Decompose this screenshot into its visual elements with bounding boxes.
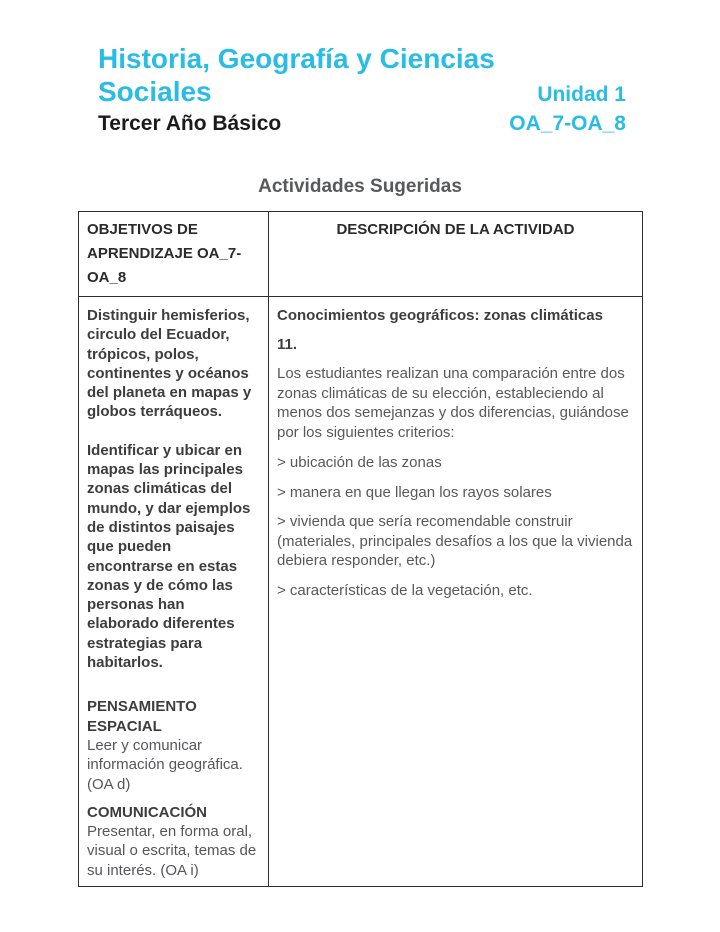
section-heading: Actividades Sugeridas: [258, 176, 462, 197]
objectives-column-header: OBJETIVOS DE APRENDIZAJE OA_7-OA_8: [79, 212, 269, 297]
activity-intro: Los estudiantes realizan una comparación entre dos zonas climáticas de su elección, estableciendo al menos dos semejanzas y dos diferencias, guiándose por los siguientes criterios:: [277, 365, 629, 441]
skill-title: COMUNICACIÓN: [87, 803, 207, 821]
document-title-line-1: Historia, Geografía y Ciencias: [98, 43, 495, 74]
skill-block: [87, 697, 260, 793]
skill-text: Leer y comunicar información geográfica. (OA d): [87, 736, 243, 793]
skill-block: [87, 803, 260, 880]
objective-paragraph: Identificar y ubicar en mapas las principales zonas climáticas del mundo, y dar ejemplos de distintos paisajes que pueden encontrarse en estas zonas y de cómo las personas han elaborado diferentes estrategias para habitarlos.: [87, 441, 251, 672]
header-unit-block: [509, 82, 626, 137]
objective-paragraph: Distinguir hemisferios, circulo del Ecuador, trópicos, polos, continentes y océanos del planeta en mapas y globos terráqueos.: [87, 307, 252, 421]
table-body-row: [79, 297, 643, 887]
objectives-cell: [79, 297, 269, 887]
criteria-item: > ubicación de las zonas: [277, 454, 442, 471]
activity-description-cell: [269, 297, 643, 887]
activity-topic: Conocimientos geográficos: zonas climáticas: [277, 307, 603, 324]
grade-subtitle: Tercer Año Básico: [98, 112, 282, 135]
unit-label: Unidad 1: [537, 83, 626, 106]
skill-title: PENSAMIENTO ESPACIAL: [87, 698, 197, 735]
oa-code: OA_7-OA_8: [509, 112, 626, 135]
description-column-header: DESCRIPCIÓN DE LA ACTIVIDAD: [269, 212, 643, 297]
skill-text: Presentar, en forma oral, visual o escrita, temas de su interés. (OA i): [87, 823, 257, 879]
table-header-row: [79, 212, 643, 297]
document-header: [98, 42, 626, 137]
header-title-block: [98, 42, 495, 137]
criteria-item: > características de la vegetación, etc.: [277, 581, 533, 599]
criteria-item: > vivienda que sería recomendable construir (materiales, principales desafíos a los que la vivienda debiera responder, etc.): [277, 513, 633, 569]
criteria-item: > manera en que llegan los rayos solares: [277, 483, 552, 501]
document-title-line-2: Sociales: [98, 76, 212, 107]
activity-number: 11.: [277, 335, 298, 353]
activities-table: [78, 211, 643, 887]
